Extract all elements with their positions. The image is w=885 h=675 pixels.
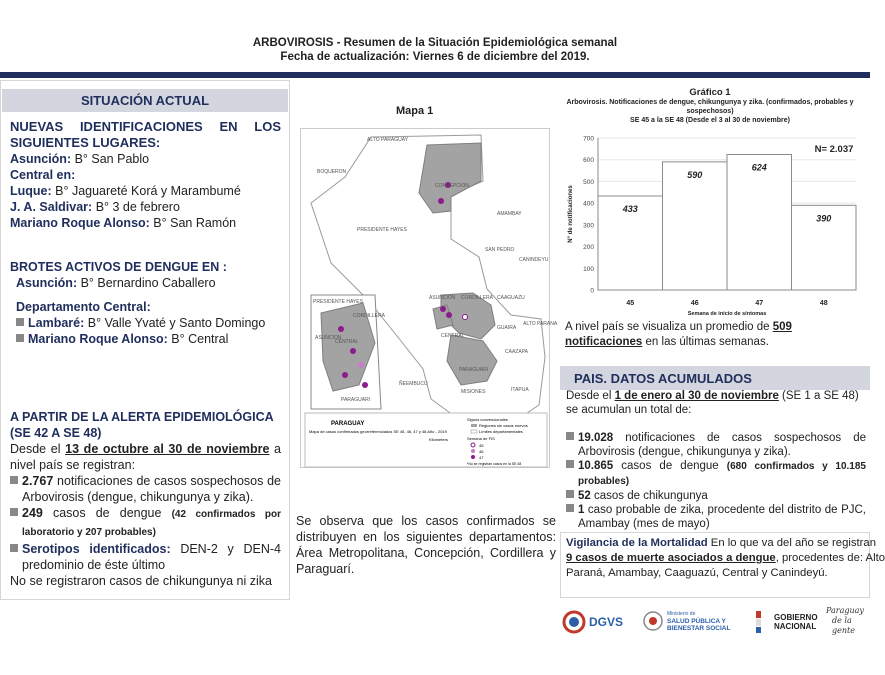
acumulados-banner: PAIS. DATOS ACUMULADOS: [560, 366, 870, 390]
map-caption: [296, 513, 556, 577]
bullet-square: [566, 432, 574, 440]
brote-value: B° Bernardino Caballero: [77, 276, 216, 290]
acc-text: notificaciones de casos sospechosos de Arbovirosis (dengue, chikungunya y zika).: [578, 432, 866, 458]
bar-value-label: 390: [816, 213, 832, 224]
location-label: Central en:: [10, 168, 76, 182]
bullet-square: [10, 544, 18, 552]
bar: [663, 162, 728, 290]
location-luque: [10, 183, 281, 199]
mortalidad-text1: En lo que va del año se registran: [707, 537, 876, 549]
legend-swatch-reg: [471, 424, 477, 427]
inset-label-asu: ASUNCION: [315, 335, 342, 341]
legend-46: 46: [479, 449, 484, 454]
acc-text: casos de chikungunya: [590, 490, 708, 502]
label-paraguari: PARAGUARI: [459, 367, 489, 373]
alerta-text: notificaciones de casos sospechosos de Arbovirosis (dengue, chikungunya y zika).: [22, 474, 281, 504]
brotes-section: [10, 259, 281, 347]
promedio-value: 509 notificaciones: [565, 321, 792, 348]
brote-asuncion: [10, 275, 281, 291]
y-tick-label: 300: [583, 222, 594, 230]
promedio-pre: A nivel país se visualiza un promedio de: [565, 321, 773, 333]
location-value: B° San Pablo: [71, 152, 150, 166]
bullet-square: [10, 508, 18, 516]
acc-item-3: [566, 489, 866, 503]
label-cordillera: CORDILLERA: [461, 295, 493, 301]
label-central: CENTRAL: [441, 333, 465, 339]
right-panel: [560, 80, 885, 600]
paraguay-map: [301, 129, 558, 469]
label-boqueron: BOQUERON: [317, 169, 347, 175]
slogan-line1: Paraguay: [826, 606, 864, 615]
acc-item-4: [566, 503, 866, 531]
label-amambay: AMAMBAY: [497, 211, 522, 217]
bullet-square: [10, 476, 18, 484]
legend-dot-47: [471, 455, 475, 459]
location-central: [10, 167, 281, 183]
acc-num: 19.028: [578, 432, 614, 444]
acc-item-1: [566, 431, 866, 459]
brote-lambare: [16, 315, 281, 331]
ministerio-text-wrap: [667, 611, 752, 632]
dept-title: Departamento Central:: [16, 300, 151, 314]
alerta-date: 13 de octubre al 30 de noviembre: [65, 442, 270, 456]
location-asuncion: [10, 151, 281, 167]
map-panel: [294, 80, 558, 600]
report-header: [0, 36, 870, 64]
bullet-square: [16, 318, 24, 326]
case-marker: [338, 326, 344, 332]
acc-small: (680 confirmados y 10.185 probables): [578, 461, 866, 487]
alerta-text: casos de dengue: [42, 506, 172, 520]
legend-conv: Signos convencionales: [467, 417, 508, 422]
label-neembucu: ÑEEMBUCU: [399, 381, 428, 387]
alerta-intro-post: a nivel país se registran:: [10, 442, 281, 472]
brote-label: Asunción:: [16, 276, 78, 290]
acc-text: caso probable de zika, procedente del distrito de PJC, Amambay (mes de mayo): [578, 504, 866, 530]
acc-date: 1 de enero al 30 de noviembre: [614, 390, 779, 402]
label-presidente-hayes: PRESIDENTE HAYES: [357, 227, 407, 233]
brote-label: Lambaré:: [28, 316, 85, 330]
legend-sub: Mapa de casos confirmados georreferenciados SE 45, 46, 47 y 48 Año - 2019: [309, 429, 447, 434]
y-tick-label: 400: [583, 200, 594, 208]
label-alto-parana: ALTO PARANA: [523, 321, 558, 327]
dgvs-logo: [562, 610, 623, 634]
x-tick-label: 45: [626, 300, 635, 307]
acc-item-2: [566, 459, 866, 489]
report-title: ARBOVIROSIS - Resumen de la Situación Epidemiológica semanal: [252, 37, 618, 49]
map-caption-text: Se observa que los casos confirmados se distribuyen en los siguientes departamentos: Área Metropolitana, Concepción, Cordillera y Paraguarí.: [296, 514, 556, 576]
case-marker: [440, 306, 446, 312]
acc-intro-post: (SE 1 a SE 48) se acumulan un total de:: [566, 390, 859, 416]
case-marker: [463, 315, 468, 320]
label-caaguazu: CAAGUAZU: [497, 295, 525, 301]
situacion-section: [10, 119, 281, 231]
chart-subtitle: Arbovirosis. Notificaciones de dengue, chikungunya y zika. (confirmados, probables y sospechosos): [566, 99, 854, 115]
bullet-square: [566, 490, 574, 498]
acc-num: 52: [578, 490, 591, 502]
acc-num: 10.865: [578, 460, 614, 472]
alerta-intro: [10, 441, 281, 473]
chart-header: [560, 87, 860, 125]
inset-label-par: PARAGUARI: [341, 397, 371, 403]
alerta-label: Serotipos identificados:: [22, 542, 171, 556]
bar-value-label: 433: [622, 203, 638, 214]
legend-km: Kilometers: [429, 437, 448, 442]
y-tick-label: 700: [583, 135, 594, 143]
mortalidad-box: [560, 532, 885, 598]
label-caazapa: CAAZAPA: [505, 349, 528, 355]
case-marker: [358, 362, 364, 368]
bullet-square: [566, 504, 574, 512]
y-tick-label: 500: [583, 178, 594, 186]
legend-title: PARAGUAY: [331, 421, 365, 427]
acc-num: 1: [578, 504, 585, 516]
slogan-logo: [826, 606, 870, 636]
bullet-square: [16, 334, 24, 342]
mortalidad-line1: [566, 536, 876, 551]
alerta-bullet-2: [10, 505, 281, 541]
y-tick-label: 200: [583, 244, 594, 252]
mortalidad-text2: , procedentes de: Alto: [775, 552, 885, 564]
chart-subtitle2: SE 45 a la SE 48 (Desde el 3 al 30 de noviembre): [630, 117, 790, 124]
label-asuncion: ASUNCION: [429, 295, 456, 301]
bar-value-label: 624: [751, 162, 767, 173]
alerta-section: [10, 409, 281, 589]
y-tick-label: 100: [583, 265, 594, 273]
mortalidad-label: Vigilancia de la Mortalidad: [566, 537, 708, 549]
location-value: B° Jaguareté Korá y Marambumé: [51, 184, 241, 198]
gobierno-bars-icon: [756, 610, 774, 634]
acumulados-intro: [566, 389, 866, 417]
alerta-bullet-3: [10, 541, 281, 573]
label-itapua: ITAPUA: [511, 387, 529, 393]
location-label: Asunción:: [10, 152, 72, 166]
ministerio-text: SALUD PÚBLICA Y BIENESTAR SOCIAL: [667, 617, 731, 632]
location-label: Luque:: [10, 184, 52, 198]
alerta-bullet-1: [10, 473, 281, 505]
location-value: B° 3 de febrero: [92, 200, 180, 214]
legend-dot-45: [471, 443, 475, 447]
inset-label-ph: PRESIDENTE HAYES: [313, 299, 363, 305]
location-label: J. A. Saldivar:: [10, 200, 93, 214]
legend-note: *No se registran casos en la SE 48: [467, 462, 522, 466]
bar: [727, 155, 792, 290]
location-saldivar: [10, 199, 281, 215]
label-alto-paraguay: ALTO PARAGUAY: [367, 137, 409, 143]
legend-se: Semana de FIS: [467, 436, 495, 441]
map-title: Mapa 1: [396, 105, 434, 117]
brote-mra: [16, 331, 281, 347]
label-concepcion: CONCEPCION: [435, 183, 469, 189]
legend-45: 45: [479, 443, 484, 448]
situacion-banner: SITUACIÓN ACTUAL: [2, 89, 288, 112]
bar-chart: [560, 132, 865, 317]
x-tick-label: 47: [755, 300, 764, 307]
bar-value-label: 590: [687, 169, 703, 180]
x-tick-label: 46: [690, 300, 699, 307]
case-marker: [438, 198, 444, 204]
alerta-title: A PARTIR DE LA ALERTA EPIDEMIOLÓGICA (SE 42 A SE 48): [10, 410, 274, 440]
location-label: Mariano Roque Alonso:: [10, 216, 150, 230]
label-guaira: GUAIRA: [497, 325, 517, 331]
situacion-title: SIGUIENTES LUGARES:: [10, 135, 161, 150]
gobierno-logo: [756, 610, 820, 634]
case-marker: [342, 372, 348, 378]
case-marker: [350, 348, 356, 354]
alerta-intro-pre: Desde el: [10, 442, 66, 456]
seal-icon: [642, 610, 664, 632]
ministerio-small: Ministerio de: [667, 610, 696, 617]
inset-label-cord: CORDILLERA: [353, 313, 385, 319]
dgvs-text: DGVS: [589, 615, 624, 629]
case-marker: [362, 382, 368, 388]
logo-bar: [560, 606, 870, 646]
legend-swatch-lim: [471, 430, 477, 433]
y-axis-label: N° de notificaciones: [568, 185, 574, 243]
region-concepcion: [419, 143, 481, 213]
brote-label: Mariano Roque Alonso:: [28, 332, 168, 346]
mortalidad-highlight: 9 casos de muerte asociados a dengue: [566, 552, 776, 564]
mortalidad-line2: [566, 551, 885, 566]
case-marker: [446, 312, 452, 318]
chart-title: Gráfico 1: [689, 87, 731, 98]
header-divider: [0, 72, 870, 78]
situacion-title-l1: NUEVAS IDENTIFICACIONES EN LOS: [10, 119, 281, 134]
legend-lim: Límites departamentales: [479, 429, 523, 434]
inset-label-central: CENTRAL: [335, 339, 359, 345]
acumulados-section: [566, 389, 866, 531]
location-value: B° San Ramón: [149, 216, 237, 230]
report-date: Fecha de actualización: Viernes 6 de diciembre del 2019.: [280, 51, 590, 63]
alerta-footer: No se registraron casos de chikungunya ni zika: [10, 574, 272, 588]
alerta-text: DEN-2 y DEN-4 predominio de éste último: [22, 542, 281, 572]
promedio-post: en las últimas semanas.: [642, 336, 769, 348]
brote-value: B° Valle Yvaté y Santo Domingo: [84, 316, 266, 330]
dgvs-emblem-icon: [562, 610, 586, 634]
chart-annotation: N= 2.037: [814, 144, 854, 155]
left-panel: [0, 80, 290, 600]
promedio-text: [565, 320, 870, 350]
y-tick-label: 0: [590, 287, 594, 295]
slogan-line2: de la gente: [832, 616, 855, 635]
x-axis-label: Semana de inicio de síntomas: [687, 311, 767, 317]
bullet-square: [566, 460, 574, 468]
label-misiones: MISIONES: [461, 389, 486, 395]
alerta-num: 249: [22, 506, 43, 520]
ministerio-logo: [642, 610, 752, 632]
x-tick-label: 48: [819, 300, 828, 307]
label-san-pedro: SAN PEDRO: [485, 247, 515, 253]
alerta-small: (42 confirmados por laboratorio y 207 probables): [22, 509, 281, 538]
legend-47: 47: [479, 455, 484, 460]
gobierno-text: GOBIERNO NACIONAL: [774, 613, 818, 631]
location-mra: [10, 215, 281, 231]
acc-text: casos de dengue: [613, 460, 727, 472]
y-tick-label: 600: [583, 157, 594, 165]
brote-value: B° Central: [167, 332, 229, 346]
mortalidad-line3: Paraná, Amambay, Caaguazú, Central y Canindeyú.: [566, 567, 828, 579]
acc-intro-pre: Desde el: [566, 390, 615, 402]
alerta-num: 2.767: [22, 474, 54, 488]
legend-reg: Regiones sin casos nuevos: [479, 423, 528, 428]
brotes-title: BROTES ACTIVOS DE DENGUE EN :: [10, 260, 227, 274]
map-box: [300, 128, 558, 468]
legend-dot-46: [471, 449, 475, 453]
label-canindeyu: CANINDEYU: [519, 257, 549, 263]
